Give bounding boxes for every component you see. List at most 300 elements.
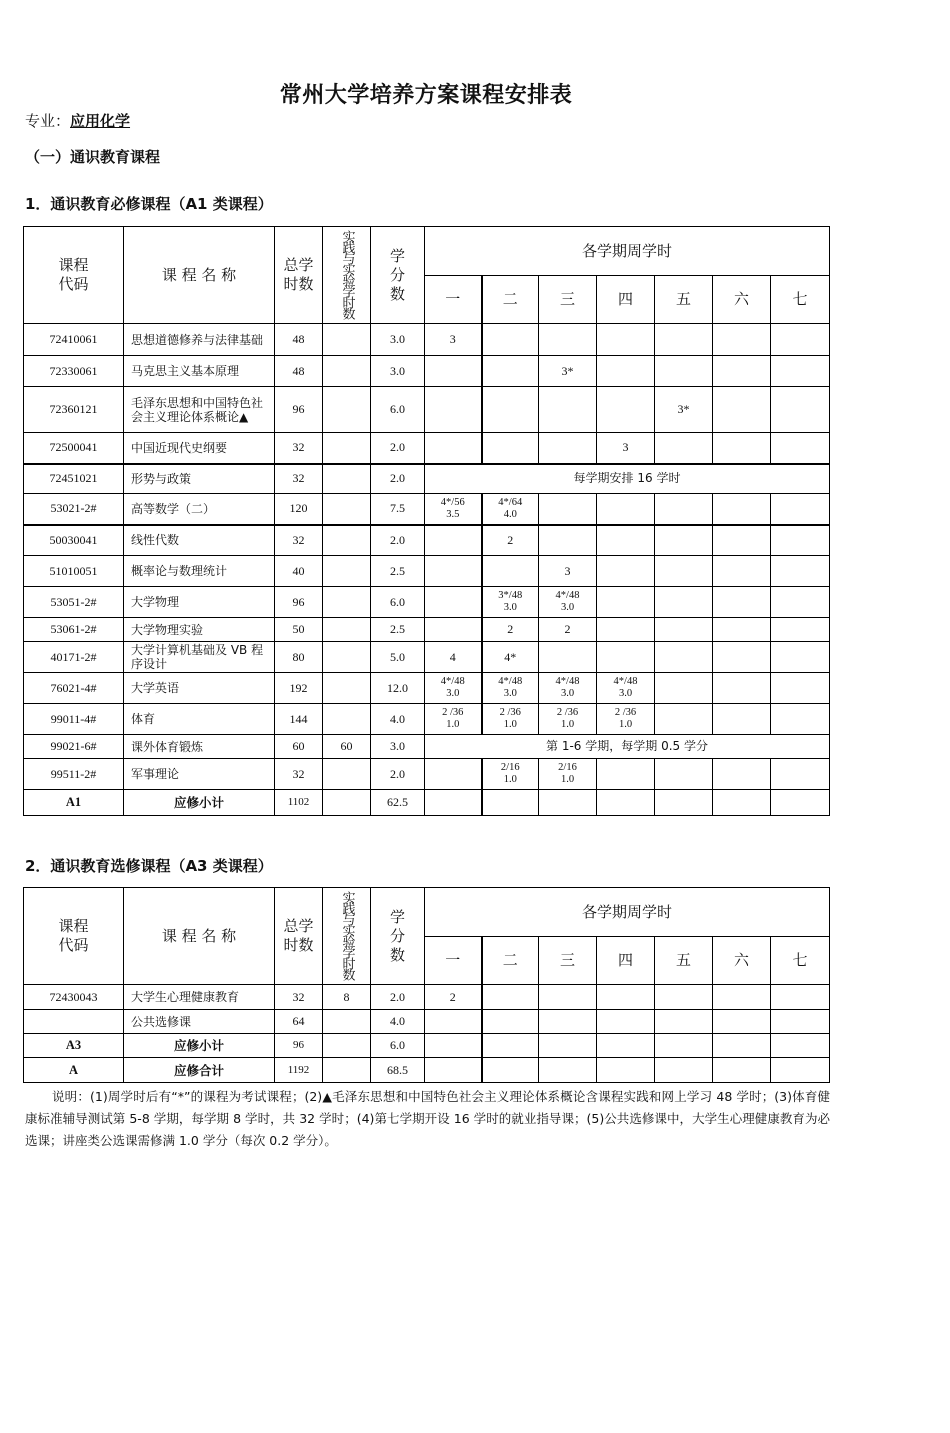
semester-cell-5 [655,587,713,618]
credits: 6.0 [371,1034,425,1058]
semester-cell-1 [425,618,482,642]
semester-hours: 4*/48 [613,676,638,687]
semester-cell-6 [713,704,771,735]
semester-cell-7 [771,790,830,816]
semester-cell-3 [539,985,597,1010]
semester-cell-7 [771,433,830,464]
header-name: 课 程 名 称 [124,227,275,324]
credits: 6.0 [371,387,425,433]
header-practice-hours [323,227,371,324]
semester-cell-1 [425,356,482,387]
header-semester-1: 一 [425,276,482,324]
semester-cell-4 [597,618,655,642]
header-practice-text: 实践与实验学时数 [339,890,355,979]
semester-cell-1 [425,556,482,587]
total-hours: 96 [275,587,323,618]
semester-cell-2 [482,494,539,525]
header-semester-4: 四 [597,937,655,985]
practice-hours: 60 [323,735,371,759]
semester-cell-1 [425,433,482,464]
course-name: 马克思主义基本原理 [124,356,275,387]
semester-cell-6 [713,985,771,1010]
credits: 3.0 [371,735,425,759]
semester-span-note: 每学期安排 16 学时 [425,464,830,494]
total-hours: 50 [275,618,323,642]
semester-cell-6 [713,1058,771,1083]
semester-credits: 1.0 [560,774,575,785]
table-row [24,618,830,642]
semester-cell-3 [539,759,597,790]
major-label: 专业： [25,112,71,130]
semester-hours: 4*/48 [440,676,465,687]
semester-cell-6 [713,759,771,790]
credits: 4.0 [371,704,425,735]
header-semester-3: 三 [539,276,597,324]
semester-cell-1 [425,790,482,816]
course-code: 53051-2# [24,587,124,618]
semester-cell-2 [482,673,539,704]
course-code: 72360121 [24,387,124,433]
header-code: 课程 代码 [24,888,124,985]
practice-hours [323,494,371,525]
semester-cell-5 [655,1058,713,1083]
semester-cell-4 [597,387,655,433]
a3-course-table [23,887,830,1083]
semester-cell-5 [655,433,713,464]
semester-credits: 4.0 [503,508,517,520]
semester-cell-1 [425,704,482,735]
semester-cell-7 [771,324,830,356]
header-code: 课程 代码 [24,227,124,324]
semester-cell-3 [539,433,597,464]
practice-hours [323,556,371,587]
total-hours: 144 [275,704,323,735]
table-row [24,556,830,587]
semester-cell-5 [655,673,713,704]
semester-cell-6 [713,433,771,464]
semester-cell-7 [771,387,830,433]
total-hours: 32 [275,985,323,1010]
major-line [25,110,130,131]
semester-cell-1 [425,1034,482,1058]
semester-cell-5 [655,642,713,673]
practice-hours [323,704,371,735]
semester-cell-5 [655,1010,713,1034]
total-hours: 80 [275,642,323,673]
header-semester-group: 各学期周学时 [425,227,830,276]
total-hours: 60 [275,735,323,759]
semester-cell-2 [482,587,539,618]
semester-cell-5 [655,356,713,387]
practice-hours [323,618,371,642]
course-name: 大学物理实验 [124,618,275,642]
semester-cell-7 [771,618,830,642]
semester-hours: 2 /36 [499,707,521,718]
header-semester-3: 三 [539,937,597,985]
semester-cell-1: 3 [425,324,482,356]
table-row [24,735,830,759]
header-practice-text: 实践与实验学时数 [339,229,355,318]
header-semester-5: 五 [655,276,713,324]
semester-cell-1 [425,673,482,704]
semester-cell-5 [655,525,713,556]
semester-cell-2: 2 [482,618,539,642]
credits: 62.5 [371,790,425,816]
subtotal-row [24,1034,830,1058]
total-hours: 40 [275,556,323,587]
course-name: 课外体育锻炼 [124,735,275,759]
practice-hours: 8 [323,985,371,1010]
semester-credits: 1.0 [560,719,575,730]
semester-cell-3 [539,324,597,356]
practice-hours [323,587,371,618]
semester-cell-2 [482,356,539,387]
section-heading: （一）通识教育课程 [25,148,161,166]
credits: 7.5 [371,494,425,525]
page-title: 常州大学培养方案课程安排表 [279,83,573,108]
semester-credits: 1.0 [503,719,517,730]
header-semester-5: 五 [655,937,713,985]
semester-cell-5 [655,324,713,356]
table-row [24,985,830,1010]
header-name: 课 程 名 称 [124,888,275,985]
semester-cell-5 [655,556,713,587]
total-hours: 48 [275,324,323,356]
semester-cell-5: 3* [655,387,713,433]
total-hours: 96 [275,1034,323,1058]
credits: 3.0 [371,356,425,387]
major-value: 应用化学 [70,112,131,130]
course-code: 72330061 [24,356,124,387]
total-code: A1 [24,790,124,816]
header-semester-7: 七 [771,276,830,324]
header-row [24,227,830,276]
credits: 2.0 [371,464,425,494]
semester-cell-5 [655,494,713,525]
practice-hours [323,642,371,673]
semester-cell-1 [425,759,482,790]
semester-credits: 1.0 [446,719,460,730]
semester-cell-3 [539,1058,597,1083]
semester-cell-1 [425,387,482,433]
course-code: 72410061 [24,324,124,356]
semester-cell-4 [597,525,655,556]
credits: 5.0 [371,642,425,673]
semester-cell-4 [597,324,655,356]
semester-cell-3 [539,790,597,816]
table-row [24,587,830,618]
semester-hours: 4*/48 [498,676,523,687]
semester-cell-6 [713,525,771,556]
total-hours: 32 [275,759,323,790]
semester-cell-6 [713,1010,771,1034]
semester-cell-6 [713,387,771,433]
semester-cell-2 [482,790,539,816]
semester-cell-1 [425,525,482,556]
course-name: 概率论与数理统计 [124,556,275,587]
semester-hours: 4*/48 [555,676,580,687]
table-row [24,356,830,387]
semester-cell-7 [771,704,830,735]
semester-credits: 3.0 [446,688,460,699]
header-credits: 学 分 数 [371,888,425,985]
semester-cell-6 [713,324,771,356]
semester-cell-2: 4* [482,642,539,673]
semester-cell-1 [425,587,482,618]
semester-cell-6 [713,673,771,704]
semester-cell-4 [597,587,655,618]
semester-cell-4 [597,704,655,735]
course-name: 线性代数 [124,525,275,556]
semester-cell-5 [655,790,713,816]
semester-cell-4 [597,556,655,587]
semester-cell-6 [713,790,771,816]
semester-credits: 3.0 [503,602,517,613]
practice-hours [323,1058,371,1083]
semester-cell-7 [771,525,830,556]
semester-cell-2 [482,1034,539,1058]
semester-cell-3: 3 [539,556,597,587]
header-credits: 学 分 数 [371,227,425,324]
table-row [24,1010,830,1034]
course-code: 50030041 [24,525,124,556]
header-row [24,888,830,937]
header-semester-6: 六 [713,276,771,324]
header-semester-7: 七 [771,937,830,985]
semester-cell-4 [597,759,655,790]
table-row [24,387,830,433]
semester-cell-4 [597,1058,655,1083]
course-name: 毛泽东思想和中国特色社会主义理论体系概论▲ [124,387,275,433]
header-total-hours: 总学 时数 [275,888,323,985]
semester-cell-7 [771,587,830,618]
practice-hours [323,433,371,464]
semester-cell-6 [713,356,771,387]
header-semester-1: 一 [425,937,482,985]
credits: 2.0 [371,985,425,1010]
course-code: 53061-2# [24,618,124,642]
course-code: 53021-2# [24,494,124,525]
semester-cell-7 [771,1058,830,1083]
credits: 12.0 [371,673,425,704]
total-hours: 48 [275,356,323,387]
credits: 2.5 [371,556,425,587]
header-semester-6: 六 [713,937,771,985]
course-name: 体育 [124,704,275,735]
header-semester-2: 二 [482,937,539,985]
semester-cell-7 [771,494,830,525]
semester-hours: 2/16 [558,762,577,773]
semester-cell-3: 2 [539,618,597,642]
semester-cell-1: 4 [425,642,482,673]
semester-hours: 3*/48 [498,590,523,601]
practice-hours [323,673,371,704]
semester-cell-3 [539,704,597,735]
course-name: 高等数学（二） [124,494,275,525]
grand-total-row [24,1058,830,1083]
semester-cell-3 [539,387,597,433]
table-row [24,494,830,525]
semester-cell-4 [597,494,655,525]
course-name: 大学物理 [124,587,275,618]
semester-credits: 3.0 [560,688,575,699]
course-code: 40171-2# [24,642,124,673]
semester-cell-4 [597,1034,655,1058]
semester-cell-6 [713,1034,771,1058]
practice-hours [323,525,371,556]
semester-cell-3: 3* [539,356,597,387]
a1-course-table [23,226,830,816]
semester-cell-2: 2 [482,525,539,556]
semester-hours: 2 /36 [442,707,464,718]
practice-hours [323,790,371,816]
total-hours: 192 [275,673,323,704]
semester-hours: 4*/64 [498,496,523,508]
semester-cell-4 [597,642,655,673]
course-code: 72430043 [24,985,124,1010]
table-row [24,673,830,704]
course-name: 大学英语 [124,673,275,704]
course-code: 99021-6# [24,735,124,759]
semester-cell-3 [539,587,597,618]
course-code: 99011-4# [24,704,124,735]
semester-cell-4: 3 [597,433,655,464]
table-row [24,525,830,556]
total-hours: 64 [275,1010,323,1034]
semester-cell-7 [771,985,830,1010]
semester-cell-6 [713,556,771,587]
semester-cell-2 [482,759,539,790]
semester-credits: 3.0 [618,688,633,699]
semester-credits: 3.0 [560,602,575,613]
semester-cell-5 [655,985,713,1010]
course-name: 公共选修课 [124,1010,275,1034]
semester-cell-2 [482,1058,539,1083]
semester-cell-5 [655,618,713,642]
semester-cell-1 [425,494,482,525]
header-semester-group: 各学期周学时 [425,888,830,937]
credits: 3.0 [371,324,425,356]
table-row [24,704,830,735]
course-code: 76021-4# [24,673,124,704]
semester-hours: 4*/48 [555,590,580,601]
semester-span-note: 第 1-6 学期，每学期 0.5 学分 [425,735,830,759]
header-semester-2: 二 [482,276,539,324]
semester-cell-2 [482,704,539,735]
semester-cell-5 [655,704,713,735]
course-code: 99511-2# [24,759,124,790]
semester-cell-5 [655,759,713,790]
total-name: 应修小计 [124,1034,275,1058]
semester-credits: 3.0 [503,688,517,699]
semester-cell-4 [597,1010,655,1034]
credits: 2.0 [371,759,425,790]
semester-credits: 3.5 [446,508,460,520]
credits: 2.0 [371,433,425,464]
semester-cell-7 [771,759,830,790]
course-code [24,1010,124,1034]
semester-cell-2 [482,1010,539,1034]
semester-cell-2 [482,985,539,1010]
total-name: 应修小计 [124,790,275,816]
semester-cell-6 [713,587,771,618]
semester-cell-1 [425,1010,482,1034]
semester-hours: 2/16 [500,762,520,773]
semester-cell-2 [482,556,539,587]
semester-cell-2 [482,433,539,464]
credits: 2.0 [371,525,425,556]
part2-heading: 2．通识教育选修课程（A3 类课程） [25,857,273,875]
total-code: A [24,1058,124,1083]
semester-cell-5 [655,1034,713,1058]
semester-hours: 2 /36 [556,707,579,718]
semester-cell-4 [597,356,655,387]
practice-hours [323,1034,371,1058]
practice-hours [323,759,371,790]
total-hours: 32 [275,464,323,494]
total-hours: 1192 [275,1058,323,1083]
practice-hours [323,356,371,387]
table-row [24,433,830,464]
credits: 2.5 [371,618,425,642]
semester-cell-1: 2 [425,985,482,1010]
course-name: 中国近现代史纲要 [124,433,275,464]
semester-cell-7 [771,673,830,704]
total-code: A3 [24,1034,124,1058]
header-practice-hours [323,888,371,985]
header-semester-4: 四 [597,276,655,324]
semester-hours: 4*/56 [440,496,465,508]
table-row [24,324,830,356]
subtotal-row [24,790,830,816]
semester-cell-7 [771,556,830,587]
header-total-hours: 总学 时数 [275,227,323,324]
semester-cell-6 [713,642,771,673]
course-code: 72500041 [24,433,124,464]
explanatory-note: 说明：(1)周学时后有“*”的课程为考试课程；(2)▲毛泽东思想和中国特色社会主义理论体系概论含课程实践和网上学习 48 学时；(3)体育健康标准辅导测试第 5-8 学期，每学期 8 学时，共 32 学时；(4)第七学期开设 16 学时的就业指导课；(5)公共选修课中，大学生心理健康教育为必选课；讲座类公选课需修满 1.0 学分（每次 0.2 学分）。 [25,1089,830,1148]
semester-cell-3 [539,494,597,525]
course-name: 大学计算机基础及 VB 程序设计 [124,642,275,673]
part1-heading: 1．通识教育必修课程（A1 类课程） [25,195,273,213]
course-name: 形势与政策 [124,464,275,494]
total-hours: 32 [275,525,323,556]
semester-cell-3 [539,1010,597,1034]
credits: 68.5 [371,1058,425,1083]
practice-hours [323,324,371,356]
total-name: 应修合计 [124,1058,275,1083]
course-code: 72451021 [24,464,124,494]
practice-hours [323,387,371,433]
semester-cell-2 [482,324,539,356]
semester-cell-7 [771,1010,830,1034]
credits: 6.0 [371,587,425,618]
table-row [24,759,830,790]
semester-cell-6 [713,618,771,642]
semester-cell-3 [539,642,597,673]
practice-hours [323,464,371,494]
semester-cell-7 [771,642,830,673]
total-hours: 96 [275,387,323,433]
semester-cell-3 [539,525,597,556]
semester-cell-6 [713,494,771,525]
table-row [24,642,830,673]
total-hours: 1102 [275,790,323,816]
semester-hours: 2 /36 [614,707,637,718]
semester-cell-4 [597,790,655,816]
table-row [24,464,830,494]
semester-credits: 1.0 [503,774,517,785]
semester-cell-4 [597,673,655,704]
